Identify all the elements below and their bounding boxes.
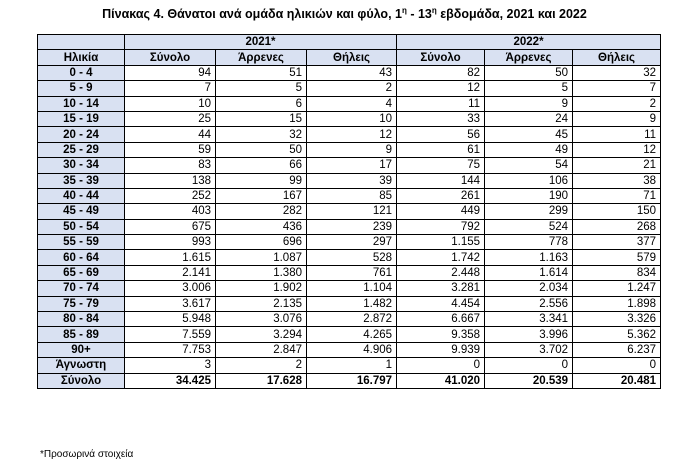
total-2022-cell: 0	[397, 358, 485, 373]
total-2022-cell: 261	[397, 188, 485, 203]
column-header-female-2022: Θήλεις	[573, 50, 661, 65]
male-2022-cell: 778	[485, 235, 573, 250]
male-2021-cell: 2.135	[216, 296, 307, 311]
age-cell: 70 - 74	[38, 281, 125, 296]
male-2021-cell: 50	[216, 142, 307, 157]
female-2022-cell: 38	[573, 173, 661, 188]
female-2022-cell: 20.481	[573, 373, 661, 388]
male-2021-cell: 436	[216, 219, 307, 234]
total-2022-cell: 1.742	[397, 250, 485, 265]
male-2021-cell: 2	[216, 358, 307, 373]
male-2022-cell: 45	[485, 127, 573, 142]
male-2021-cell: 51	[216, 65, 307, 80]
male-2021-cell: 1.902	[216, 281, 307, 296]
total-2022-cell: 56	[397, 127, 485, 142]
age-cell: 65 - 69	[38, 265, 125, 280]
male-2022-cell: 190	[485, 188, 573, 203]
male-2021-cell: 5	[216, 81, 307, 96]
age-cell: 80 - 84	[38, 312, 125, 327]
table-row	[38, 173, 661, 188]
total-2022-cell: 3.281	[397, 281, 485, 296]
total-2021-cell: 5.948	[125, 312, 216, 327]
male-2021-cell: 3.076	[216, 312, 307, 327]
column-header-male-2021: Άρρενες	[216, 50, 307, 65]
total-2021-cell: 138	[125, 173, 216, 188]
total-2021-cell: 403	[125, 204, 216, 219]
total-2022-cell: 33	[397, 111, 485, 126]
age-cell: 40 - 44	[38, 188, 125, 203]
total-2021-cell: 7	[125, 81, 216, 96]
total-2021-cell: 3.006	[125, 281, 216, 296]
age-cell: 25 - 29	[38, 142, 125, 157]
table-row	[38, 158, 661, 173]
female-2022-cell: 834	[573, 265, 661, 280]
male-2021-cell: 6	[216, 96, 307, 111]
male-2022-cell: 1.614	[485, 265, 573, 280]
column-header-row	[38, 50, 661, 65]
age-cell: 35 - 39	[38, 173, 125, 188]
male-2022-cell: 9	[485, 96, 573, 111]
table-row	[38, 327, 661, 342]
male-2022-cell: 3.702	[485, 342, 573, 357]
table-row	[38, 188, 661, 203]
age-cell: 50 - 54	[38, 219, 125, 234]
table-body	[38, 65, 661, 388]
corner-cell	[38, 35, 125, 50]
male-2021-cell: 696	[216, 235, 307, 250]
total-2021-cell: 7.559	[125, 327, 216, 342]
male-2022-cell: 49	[485, 142, 573, 157]
male-2021-cell: 17.628	[216, 373, 307, 388]
deaths-table	[37, 34, 661, 389]
male-2021-cell: 1.380	[216, 265, 307, 280]
table-row	[38, 235, 661, 250]
female-2021-cell: 4	[307, 96, 397, 111]
column-header-total-2022: Σύνολο	[397, 50, 485, 65]
male-2021-cell: 15	[216, 111, 307, 126]
age-cell: 20 - 24	[38, 127, 125, 142]
female-2021-cell: 297	[307, 235, 397, 250]
total-2022-cell: 144	[397, 173, 485, 188]
female-2021-cell: 1.104	[307, 281, 397, 296]
total-2022-cell: 4.454	[397, 296, 485, 311]
column-header-female-2021: Θήλεις	[307, 50, 397, 65]
age-cell: 30 - 34	[38, 158, 125, 173]
total-2021-cell: 59	[125, 142, 216, 157]
female-2021-cell: 9	[307, 142, 397, 157]
table-row	[38, 342, 661, 357]
female-2022-cell: 268	[573, 219, 661, 234]
female-2022-cell: 12	[573, 142, 661, 157]
male-2021-cell: 66	[216, 158, 307, 173]
female-2021-cell: 2	[307, 81, 397, 96]
table-row	[38, 358, 661, 373]
male-2021-cell: 2.847	[216, 342, 307, 357]
female-2022-cell: 71	[573, 188, 661, 203]
total-2022-cell: 9.358	[397, 327, 485, 342]
table-title: Πίνακας 4. Θάνατοι ανά ομάδα ηλικιών και φύλο, $1^\eta - 13^\eta$ εβδομάδα, 2021 και 2022	[102, 6, 587, 22]
female-2022-cell: 5.362	[573, 327, 661, 342]
table-row	[38, 127, 661, 142]
female-2021-cell: 16.797	[307, 373, 397, 388]
year-2022-header: 2022*	[397, 35, 661, 50]
age-cell: 60 - 64	[38, 250, 125, 265]
total-2021-cell: 94	[125, 65, 216, 80]
column-header-male-2022: Άρρενες	[485, 50, 573, 65]
male-2022-cell: 2.556	[485, 296, 573, 311]
male-2022-cell: 299	[485, 204, 573, 219]
table-row	[38, 81, 661, 96]
male-2022-cell: 524	[485, 219, 573, 234]
female-2022-cell: 579	[573, 250, 661, 265]
total-2021-cell: 993	[125, 235, 216, 250]
male-2022-cell: 2.034	[485, 281, 573, 296]
female-2022-cell: 3.326	[573, 312, 661, 327]
total-2022-cell: 1.155	[397, 235, 485, 250]
total-2022-cell: 75	[397, 158, 485, 173]
male-2021-cell: 99	[216, 173, 307, 188]
female-2022-cell: 1.247	[573, 281, 661, 296]
female-2022-cell: 2	[573, 96, 661, 111]
female-2022-cell: 21	[573, 158, 661, 173]
female-2021-cell: 4.265	[307, 327, 397, 342]
age-cell: 15 - 19	[38, 111, 125, 126]
total-2022-cell: 449	[397, 204, 485, 219]
female-2021-cell: 2.872	[307, 312, 397, 327]
total-2021-cell: 44	[125, 127, 216, 142]
total-2021-cell: 3	[125, 358, 216, 373]
female-2021-cell: 10	[307, 111, 397, 126]
age-cell: 55 - 59	[38, 235, 125, 250]
female-2021-cell: 761	[307, 265, 397, 280]
male-2022-cell: 0	[485, 358, 573, 373]
total-2021-cell: 34.425	[125, 373, 216, 388]
male-2021-cell: 3.294	[216, 327, 307, 342]
age-cell: 45 - 49	[38, 204, 125, 219]
female-2021-cell: 1.482	[307, 296, 397, 311]
year-2021-header: 2021*	[125, 35, 397, 50]
age-cell: Άγνωστη	[38, 358, 125, 373]
table-row	[38, 373, 661, 388]
table-row	[38, 96, 661, 111]
female-2021-cell: 39	[307, 173, 397, 188]
male-2021-cell: 1.087	[216, 250, 307, 265]
table-row	[38, 65, 661, 80]
table-row	[38, 265, 661, 280]
column-header-total-2021: Σύνολο	[125, 50, 216, 65]
total-2021-cell: 25	[125, 111, 216, 126]
female-2021-cell: 528	[307, 250, 397, 265]
table-row	[38, 204, 661, 219]
male-2022-cell: 1.163	[485, 250, 573, 265]
total-2021-cell: 252	[125, 188, 216, 203]
total-2022-cell: 9.939	[397, 342, 485, 357]
male-2021-cell: 167	[216, 188, 307, 203]
total-2021-cell: 2.141	[125, 265, 216, 280]
female-2022-cell: 32	[573, 65, 661, 80]
male-2022-cell: 5	[485, 81, 573, 96]
male-2021-cell: 282	[216, 204, 307, 219]
female-2022-cell: 6.237	[573, 342, 661, 357]
female-2021-cell: 85	[307, 188, 397, 203]
female-2022-cell: 7	[573, 81, 661, 96]
column-header-age: Ηλικία	[38, 50, 125, 65]
female-2022-cell: 9	[573, 111, 661, 126]
female-2022-cell: 377	[573, 235, 661, 250]
table-row	[38, 312, 661, 327]
total-2021-cell: 83	[125, 158, 216, 173]
male-2022-cell: 50	[485, 65, 573, 80]
total-2022-cell: 2.448	[397, 265, 485, 280]
female-2022-cell: 1.898	[573, 296, 661, 311]
male-2021-cell: 32	[216, 127, 307, 142]
total-2021-cell: 675	[125, 219, 216, 234]
female-2021-cell: 239	[307, 219, 397, 234]
female-2021-cell: 4.906	[307, 342, 397, 357]
total-2021-cell: 7.753	[125, 342, 216, 357]
age-cell: Σύνολο	[38, 373, 125, 388]
total-2021-cell: 10	[125, 96, 216, 111]
male-2022-cell: 24	[485, 111, 573, 126]
female-2021-cell: 1	[307, 358, 397, 373]
total-2021-cell: 1.615	[125, 250, 216, 265]
year-header-row	[38, 35, 661, 50]
female-2022-cell: 11	[573, 127, 661, 142]
age-cell: 0 - 4	[38, 65, 125, 80]
total-2022-cell: 12	[397, 81, 485, 96]
age-cell: 5 - 9	[38, 81, 125, 96]
total-2022-cell: 61	[397, 142, 485, 157]
table-row	[38, 296, 661, 311]
table-row	[38, 142, 661, 157]
male-2022-cell: 3.996	[485, 327, 573, 342]
table-row	[38, 281, 661, 296]
table-row	[38, 250, 661, 265]
female-2022-cell: 0	[573, 358, 661, 373]
table-row	[38, 111, 661, 126]
female-2021-cell: 12	[307, 127, 397, 142]
male-2022-cell: 106	[485, 173, 573, 188]
female-2021-cell: 43	[307, 65, 397, 80]
total-2022-cell: 11	[397, 96, 485, 111]
male-2022-cell: 54	[485, 158, 573, 173]
age-cell: 90+	[38, 342, 125, 357]
age-cell: 10 - 14	[38, 96, 125, 111]
total-2022-cell: 792	[397, 219, 485, 234]
total-2021-cell: 3.617	[125, 296, 216, 311]
total-2022-cell: 41.020	[397, 373, 485, 388]
male-2022-cell: 20.539	[485, 373, 573, 388]
total-2022-cell: 82	[397, 65, 485, 80]
age-cell: 75 - 79	[38, 296, 125, 311]
female-2021-cell: 121	[307, 204, 397, 219]
female-2022-cell: 150	[573, 204, 661, 219]
footnote: *Προσωρινά στοιχεία	[40, 449, 134, 460]
age-cell: 85 - 89	[38, 327, 125, 342]
total-2022-cell: 6.667	[397, 312, 485, 327]
female-2021-cell: 17	[307, 158, 397, 173]
male-2022-cell: 3.341	[485, 312, 573, 327]
table-row	[38, 219, 661, 234]
